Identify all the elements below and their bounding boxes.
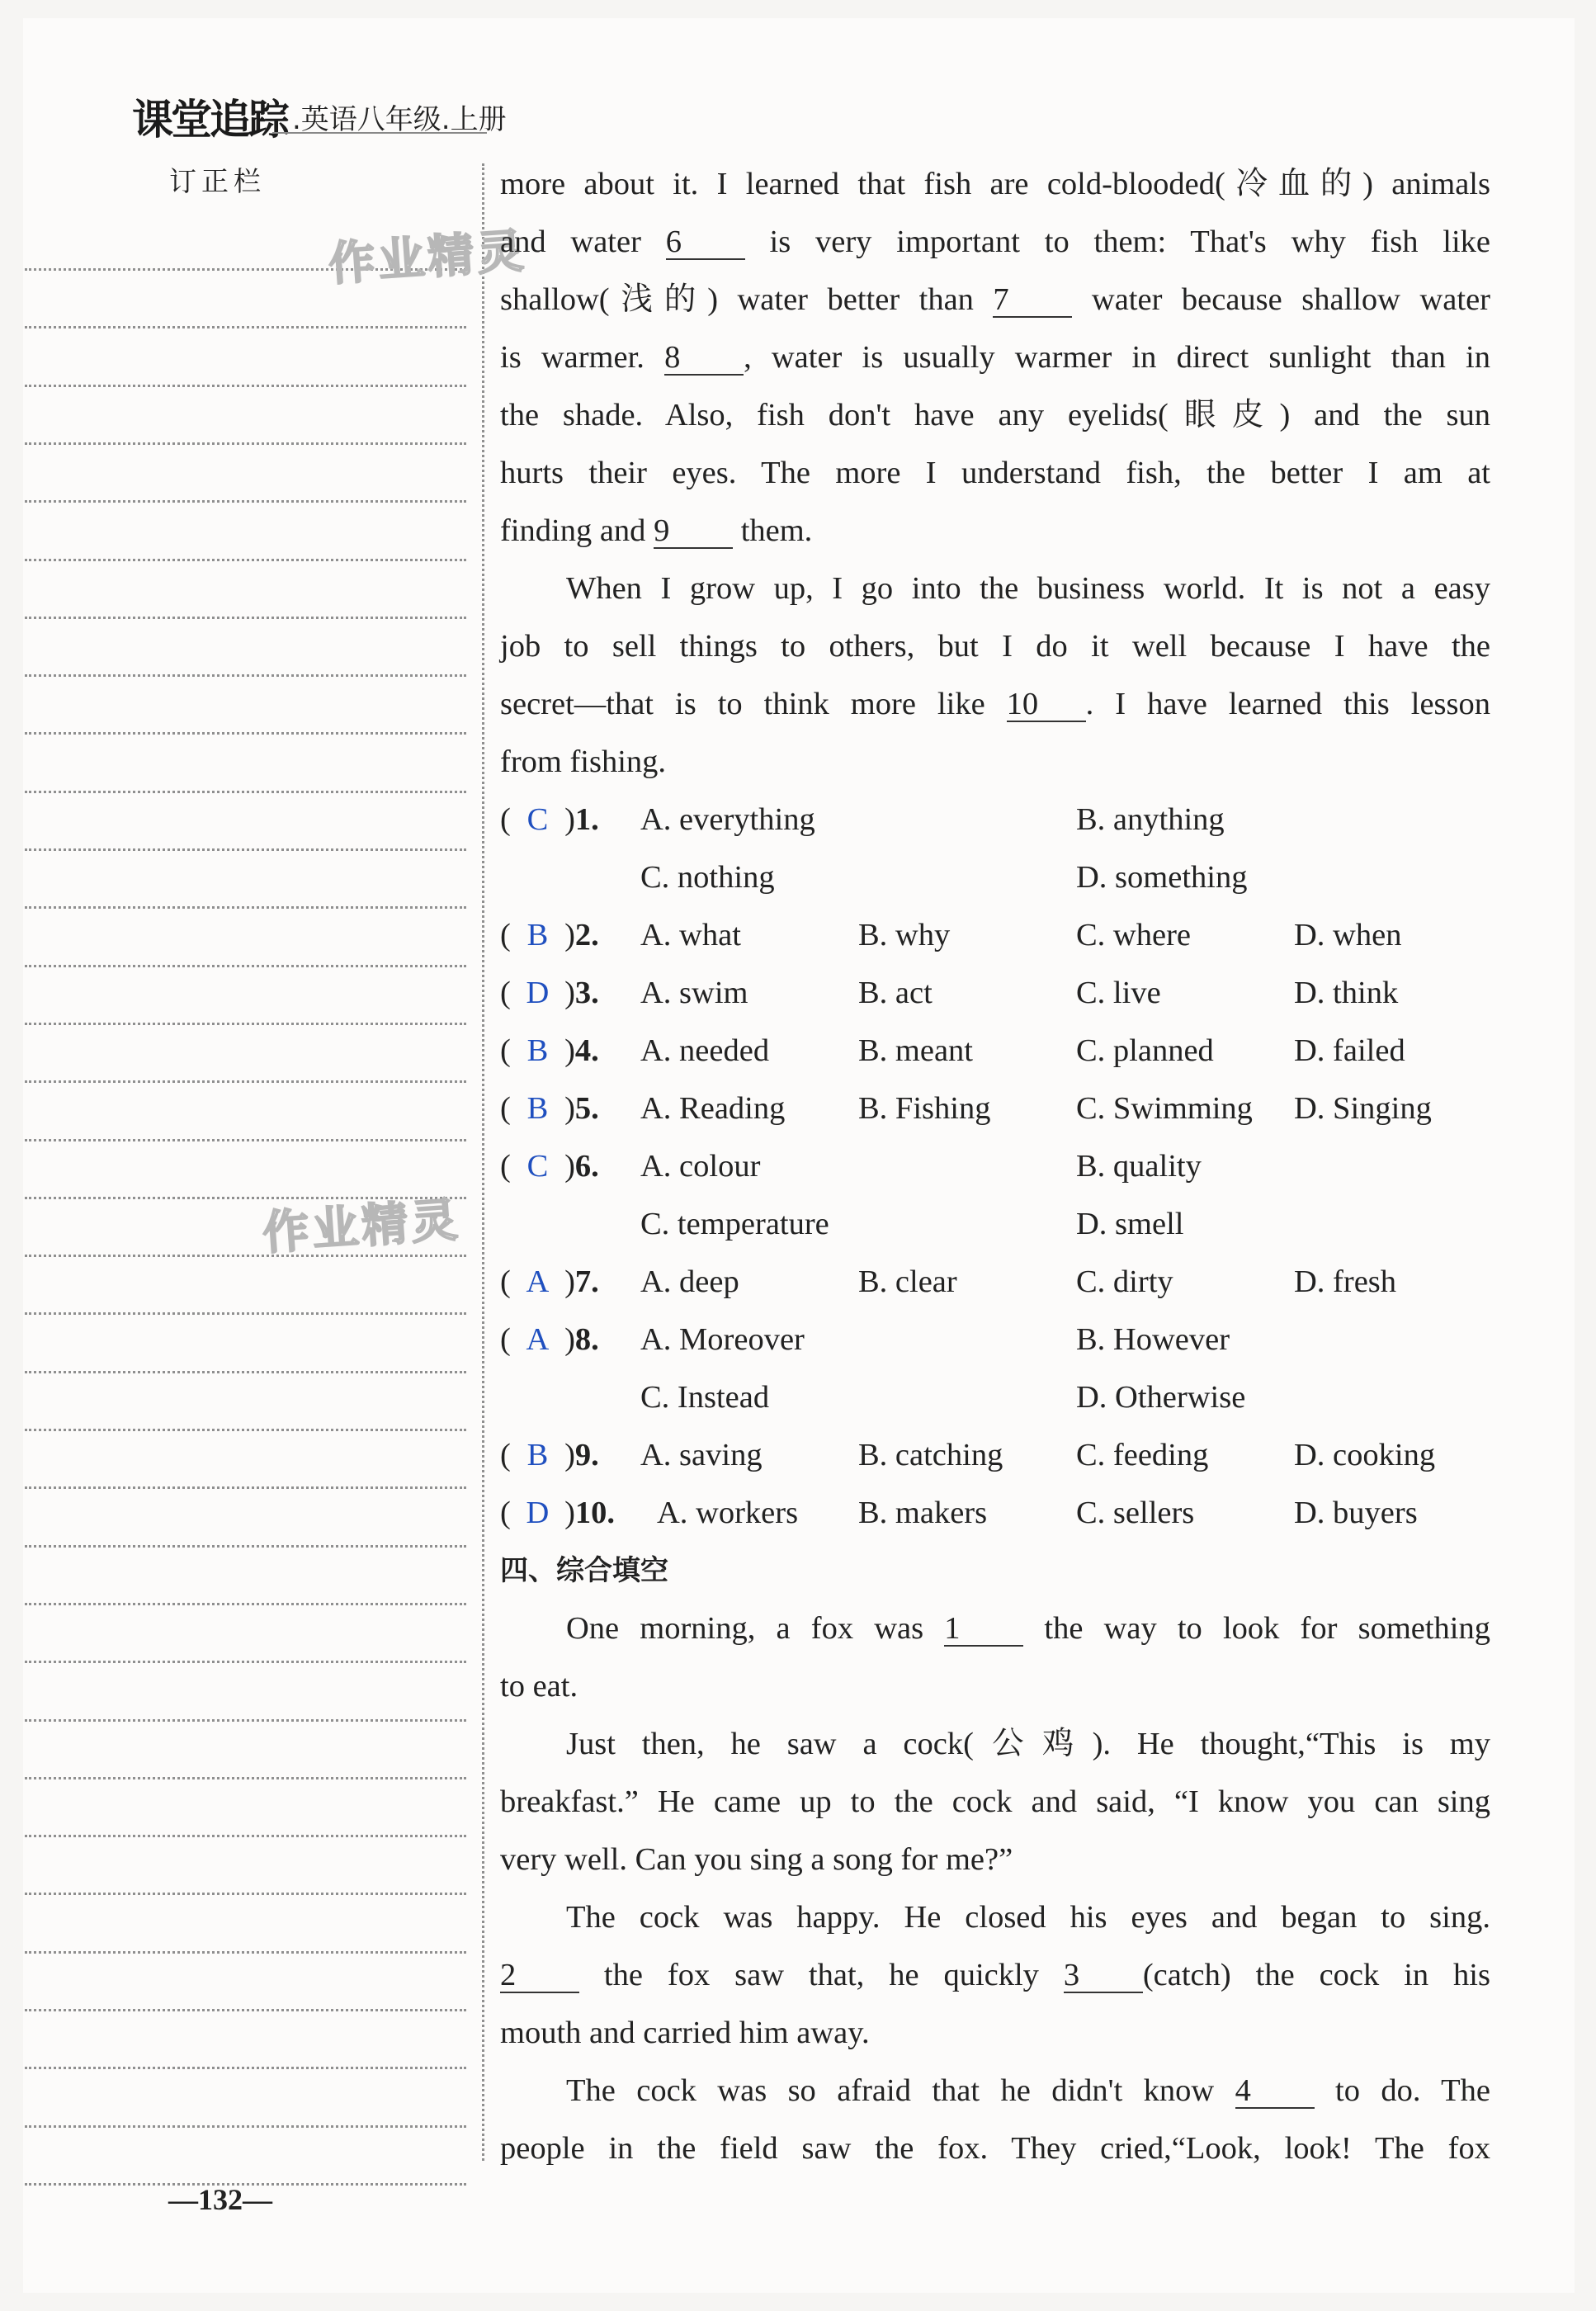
passage-part-2: [500, 560, 1490, 791]
text-line: from fishing.: [500, 744, 667, 779]
option: D. Singing: [1294, 1091, 1432, 1126]
question-row: [500, 1311, 1490, 1368]
answer-letter: C: [526, 802, 549, 837]
answer-letter: C: [526, 1149, 549, 1184]
correction-line: [25, 906, 466, 909]
option: C. where: [1076, 918, 1191, 952]
correction-line: [25, 1603, 466, 1605]
text-line: finding and 9 them.: [500, 513, 813, 548]
option: D. something: [1076, 860, 1248, 895]
text-line: secret—that is to think more like 10 . I have learned this lesson: [500, 687, 1491, 721]
text-line: very well. Can you sing a song for me?”: [500, 1842, 1013, 1877]
answer-blank: 10: [1007, 688, 1086, 722]
correction-line: [25, 965, 466, 967]
text-line: The cock was happy. He closed his eyes and began to sing.: [566, 1900, 1490, 1935]
question-number: ( B )4.: [500, 1033, 599, 1068]
option: A. swim: [640, 976, 748, 1010]
option: B. why: [858, 918, 951, 952]
question-number: ( B )5.: [500, 1091, 599, 1126]
option: B. quality: [1076, 1149, 1202, 1184]
correction-line: [25, 1312, 466, 1315]
section-title: 四、综合填空: [500, 1554, 668, 1587]
option: D. smell: [1076, 1207, 1184, 1241]
question-row: [500, 1484, 1490, 1542]
option: B. Fishing: [858, 1091, 991, 1126]
text-line: people in the field saw the fox. They cried,“Look, look! The fox: [500, 2131, 1490, 2166]
answer-blank: 7: [993, 283, 1072, 318]
option: C. Swimming: [1076, 1091, 1253, 1126]
book-subtitle: .英语八年级.上册: [292, 103, 507, 136]
option: D. failed: [1294, 1033, 1405, 1068]
question-row: [500, 791, 1490, 848]
option: D. fresh: [1294, 1264, 1397, 1299]
text-line: shallow(浅的) water better than 7 water because shallow water: [500, 282, 1490, 317]
watermark: 作业精灵: [261, 1193, 463, 1261]
answer-letter: B: [526, 1033, 549, 1068]
text-line: The cock was so afraid that he didn't know 4 to do. The: [566, 2073, 1491, 2108]
question-row: [500, 964, 1490, 1022]
question-list: [500, 791, 1490, 1542]
option: A. saving: [640, 1438, 763, 1472]
option: C. feeding: [1076, 1438, 1209, 1472]
option: A. everything: [640, 802, 815, 837]
answer-blank: 1: [944, 1612, 1023, 1647]
option: C. nothing: [640, 860, 775, 895]
option: D. when: [1294, 918, 1402, 952]
question-number: ( D )3.: [500, 976, 599, 1010]
correction-line: [25, 1139, 466, 1141]
option: A. workers: [657, 1496, 799, 1530]
text-line: is warmer. 8 , water is usually warmer in direct sunlight than in: [500, 340, 1490, 375]
column-divider: [482, 163, 484, 2161]
watermark: 作业精灵: [327, 224, 529, 292]
text-line: Just then, he saw a cock(公鸡). He thought,“This is my: [566, 1727, 1490, 1761]
section-4-passage: [500, 1600, 1490, 2177]
question-row: [500, 1195, 1490, 1253]
answer-letter: D: [526, 1496, 550, 1530]
question-row: [500, 906, 1490, 964]
correction-line: [25, 1429, 466, 1431]
option: B. meant: [858, 1033, 973, 1068]
option: C. sellers: [1076, 1496, 1195, 1530]
option: A. Reading: [640, 1091, 786, 1126]
question-row: [500, 1253, 1490, 1311]
option: B. act: [858, 976, 933, 1010]
correction-line: [25, 1371, 466, 1373]
correction-line: [25, 500, 466, 503]
answer-blank: 3: [1064, 1959, 1143, 1993]
option: A. Moreover: [640, 1322, 805, 1357]
answer-blank: 8: [664, 341, 744, 376]
text-line: One morning, a fox was 1 the way to look for something: [566, 1611, 1490, 1646]
question-number: ( B )2.: [500, 918, 599, 952]
page-number: —132—: [168, 2183, 272, 2216]
text-line: more about it. I learned that fish are cold-blooded(冷血的) animals: [500, 167, 1490, 201]
correction-column-label: 订正栏: [169, 165, 266, 197]
correction-line: [25, 1545, 466, 1548]
correction-line: [25, 1951, 466, 1954]
main-content: [500, 155, 1490, 2177]
text-line: 2 the fox saw that, he quickly 3 (catch) the cock in his: [500, 1958, 1490, 1992]
correction-line: [25, 326, 466, 328]
text-line: When I grow up, I go into the business world. It is not a easy: [566, 571, 1490, 606]
question-row: [500, 1368, 1490, 1426]
question-row: [500, 1080, 1490, 1137]
text-line: breakfast.” He came up to the cock and said, “I know you can sing: [500, 1784, 1490, 1819]
answer-letter: D: [526, 976, 550, 1010]
option: C. dirty: [1076, 1264, 1173, 1299]
answer-blank: 6: [666, 225, 745, 260]
correction-line: [25, 1023, 466, 1025]
correction-line: [25, 791, 466, 793]
correction-line: [25, 732, 466, 735]
option: C. live: [1076, 976, 1161, 1010]
correction-line: [25, 1835, 466, 1837]
question-number: ( C )6.: [500, 1149, 599, 1184]
option: C. Instead: [640, 1380, 770, 1415]
text-line: job to sell things to others, but I do it well because I have the: [500, 629, 1490, 664]
option: A. what: [640, 918, 741, 952]
option: B. clear: [858, 1264, 957, 1299]
text-line: the shade. Also, fish don't have any eyelids(眼皮) and the sun: [500, 398, 1490, 432]
question-number: ( A )8.: [500, 1322, 599, 1357]
answer-letter: B: [526, 1091, 549, 1126]
question-row: [500, 1426, 1490, 1484]
correction-line: [25, 2125, 466, 2128]
correction-line: [25, 674, 466, 677]
correction-line: [25, 1893, 466, 1895]
option: C. temperature: [640, 1207, 829, 1241]
text-line: and water 6 is very important to them: That's why fish like: [500, 224, 1490, 259]
answer-blank: 4: [1235, 2074, 1315, 2109]
answer-letter: B: [526, 918, 549, 952]
correction-line: [25, 559, 466, 561]
question-number: ( A )7.: [500, 1264, 599, 1299]
correction-line: [25, 385, 466, 387]
correction-line: [25, 1719, 466, 1722]
option: D. cooking: [1294, 1438, 1436, 1472]
answer-letter: A: [526, 1322, 550, 1357]
option: A. colour: [640, 1149, 761, 1184]
question-row: [500, 1022, 1490, 1080]
text-line: to eat.: [500, 1669, 578, 1704]
option: C. planned: [1076, 1033, 1214, 1068]
question-row: [500, 848, 1490, 906]
option: B. anything: [1076, 802, 1225, 837]
answer-blank: 2: [500, 1959, 579, 1993]
text-line: mouth and carried him away.: [500, 2016, 870, 2050]
correction-line: [25, 1661, 466, 1663]
answer-blank: 9: [654, 514, 733, 549]
book-logo: 课堂追踪: [132, 96, 287, 144]
option: D. think: [1294, 976, 1399, 1010]
correction-line: [25, 1255, 466, 1257]
option: D. buyers: [1294, 1496, 1418, 1530]
correction-line: [25, 1486, 466, 1489]
correction-line: [25, 1777, 466, 1779]
option: B. makers: [858, 1496, 988, 1530]
question-number: ( D )10.: [500, 1496, 616, 1530]
answer-letter: A: [526, 1264, 550, 1299]
option: A. deep: [640, 1264, 739, 1299]
question-number: ( C )1.: [500, 802, 599, 837]
correction-line: [25, 848, 466, 851]
option: B. catching: [858, 1438, 1003, 1472]
correction-line: [25, 1080, 466, 1083]
option: B. However: [1076, 1322, 1230, 1357]
correction-line: [25, 2067, 466, 2069]
passage-part-1: [500, 155, 1490, 560]
text-line: hurts their eyes. The more I understand fish, the better I am at: [500, 456, 1490, 490]
option: D. Otherwise: [1076, 1380, 1246, 1415]
question-number: ( B )9.: [500, 1438, 599, 1472]
correction-line: [25, 442, 466, 445]
option: A. needed: [640, 1033, 770, 1068]
correction-line: [25, 2009, 466, 2011]
answer-letter: B: [526, 1438, 549, 1472]
correction-line: [25, 617, 466, 619]
header-rule: [272, 132, 487, 134]
question-row: [500, 1137, 1490, 1195]
